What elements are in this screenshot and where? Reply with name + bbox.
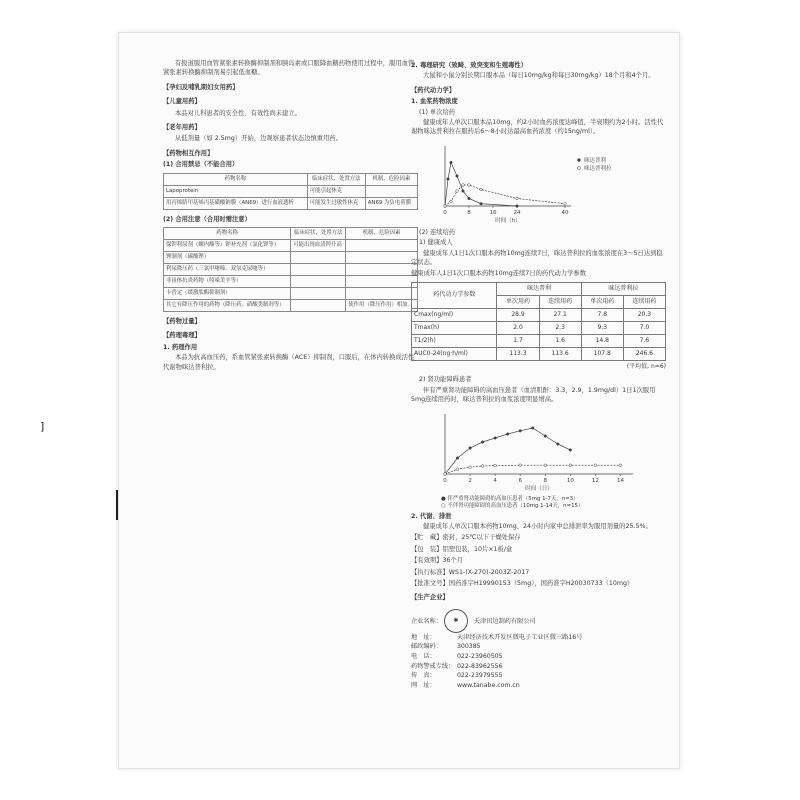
table-cell: AN69 为负电荷膜 (365, 197, 417, 209)
table-cell: 卡普定（缓激肽酶抑制剂） (164, 288, 291, 300)
overdose-heading: 【药物过量】 (163, 318, 201, 326)
table-row (164, 264, 418, 276)
table-cell (346, 252, 418, 264)
pk-renal-text: 伴有严重肾功能障碍的高血压患者（血清肌酐：3.3，2.9，1.9mg/dl）1日1次服用5mg连续用药时，咪达普利拉的血浆浓度明显增高。 (411, 386, 656, 404)
company-name-label: 企业名称： (411, 617, 442, 625)
data-point (519, 463, 522, 466)
chart-renal-svg (411, 408, 641, 492)
company-row (411, 671, 666, 681)
company-value: 022-23960505 (457, 652, 503, 660)
storage-label: 【贮 藏】 (411, 534, 443, 542)
approval-line (411, 579, 666, 588)
company-key: 药物警戒专线： (411, 662, 455, 670)
table-cell: 14.8 (581, 334, 623, 347)
legend-label: 咪达普利 (584, 157, 607, 164)
series-line (445, 185, 565, 206)
x-tick-label: 2 (468, 477, 472, 484)
x-tick-label: 14 (616, 477, 624, 484)
table-header: 机制、危险因素 (365, 173, 417, 185)
table-cell: 246.6 (623, 347, 665, 360)
pk-multi-label: (2) 连续给药 (419, 228, 456, 236)
table-cell: Tmax(h) (412, 321, 497, 334)
table-cell: Cmax(ng/ml) (412, 308, 497, 321)
table-header: 单次用药 (497, 295, 539, 308)
x-tick-label: 10 (566, 477, 574, 484)
legend-label: 不伴肾功能障碍的高血压患者（10mg 1-14天，n=15） (447, 502, 584, 509)
series-line (445, 162, 517, 206)
pk-multi-sub: 1) 健康成人 (419, 239, 453, 247)
table-cell (346, 240, 418, 252)
table-cell: 1.6 (539, 334, 581, 347)
table-row (412, 321, 666, 334)
table-header: 咪达普利 (497, 282, 581, 295)
left-column (163, 59, 418, 374)
table-cell: 28.9 (497, 308, 539, 321)
data-point (531, 426, 534, 429)
data-point (516, 197, 519, 200)
data-point (494, 464, 497, 467)
data-point (506, 432, 509, 435)
data-point (462, 184, 465, 187)
data-point (480, 188, 483, 191)
company-key: 网 址： (411, 681, 436, 689)
tox-sub: 2. 毒理研究（致畸、致突变和生殖毒性） (411, 62, 528, 69)
pharmacology-text: 本品为抗高血压药，系血管紧张素转换酶（ACE）抑制剂，口服后，在体内转换成活性代谢物咪达普利拉。 (163, 354, 415, 371)
chart2-legend-item: ○ 不伴肾功能障碍的高血压患者（10mg 1-14天，n=15） (441, 502, 584, 509)
company-logo-icon: ✱ (444, 609, 468, 633)
table-header: 机制、危险因素 (346, 228, 418, 240)
margin-bracket: ] (40, 420, 45, 433)
chart-renal (411, 408, 641, 492)
children-heading: 【儿童用药】 (163, 98, 201, 106)
x-tick-label: 24 (513, 209, 521, 216)
company-value: 天津经济技术开发区微电子工业区微三路16号 (457, 633, 583, 641)
children-text: 本品对儿科患者的安全性、有效性尚未建立。 (175, 109, 301, 117)
interactions-table1-title: (1) 合用禁忌（不能合用） (163, 161, 239, 169)
table-cell (365, 185, 417, 197)
tox-text: 大鼠和小鼠分别长期口服本品（每日10mg/kg和每日30mg/kg）18个月和4个月。 (423, 72, 655, 80)
pk-table-caption: 健康成年人1日1次口服本药物10mg连续7日的药代动力学参数 (411, 270, 586, 278)
interactions-table-contraindicated (163, 173, 418, 210)
data-point (557, 442, 560, 445)
elderly-heading: 【老年用药】 (163, 124, 201, 132)
table-row (164, 240, 418, 252)
data-point (468, 197, 471, 200)
elderly-text: 从低剂量（如 2.5mg）开始，边观察患者状态边慎重用药。 (175, 135, 342, 143)
manufacturer-heading: 【生产企业】 (411, 594, 449, 602)
table-cell: 用丙烯腈甲基烯丙基磺酸钠膜（AN69）进行血液透析 (164, 197, 308, 209)
metabolism-text: 健康成年人单次口服本药物10mg，24小时内家中总排泄率为服用剂量的25.5%。 (423, 522, 652, 530)
table-cell: Lapoprotein (164, 185, 308, 197)
data-point (462, 190, 465, 193)
legend-label: 咪达普利拉 (584, 165, 612, 172)
data-point (481, 440, 484, 443)
table-cell (346, 288, 418, 300)
table-row (164, 288, 418, 300)
company-value: 022-83962556 (457, 662, 503, 670)
table-row (412, 347, 666, 360)
table-row (164, 300, 418, 312)
interactions-heading: 【药物相互作用】 (163, 149, 214, 157)
table-row (164, 252, 418, 264)
interactions-table2-title: (2) 合用注意（合用时需注意） (163, 215, 251, 223)
table-cell (346, 264, 418, 276)
package-line (411, 545, 666, 554)
table-header: 单次用药 (581, 295, 623, 308)
table-cell: 107.8 (581, 347, 623, 360)
validity-label: 【有效期】 (411, 557, 443, 565)
table-header: 药物名称 (164, 173, 308, 185)
table-cell: 可能引起休克 (307, 185, 365, 197)
data-point (469, 446, 472, 449)
pregnancy-heading: 【孕妇及哺乳期妇女用药】 (163, 83, 239, 91)
pk-multi-text: 健康成年人1日1次口服本药物10mg连续7日，咪达普利拉的血浆浓度在3～5日达到稳定状态。 (411, 249, 663, 267)
chart-single-dose-svg (411, 140, 641, 224)
storage-value: 密封，25℃以下干燥处保存 (442, 534, 521, 542)
company-row (411, 633, 666, 643)
x-tick-label: 0 (443, 477, 447, 484)
company-value: www.tanabe.com.cn (457, 681, 520, 689)
table-cell: 锂制剂（碳酸锂） (164, 252, 291, 264)
table-cell (291, 300, 346, 312)
table-cell (291, 252, 346, 264)
legend-label: 伴严重肾功能障碍的高血压患者（5mg 1-7天，n=3） (447, 495, 579, 502)
standard-value: WS1-(X-270)-2003Z-2017 (448, 568, 530, 576)
table-cell: 利尿降压药（三氯甲噻嗪、双氢克尿噻等） (164, 264, 291, 276)
metabolism-sub: 2. 代谢、排泄 (411, 512, 452, 520)
chart-single-dose (411, 140, 641, 224)
table-header: 连续用药 (539, 295, 581, 308)
validity-value: 36个月 (442, 557, 464, 565)
table-header: 咪达普利拉 (581, 282, 665, 295)
intro-paragraph: 有报道服用血管紧张素转换酶抑制剂和胰岛素或口服降血糖药物使用过程中，服用血管紧张素转换酶抑制剂易引起低血糖。 (163, 60, 415, 77)
table-cell: 非甾体抗炎药物（吲哚美辛等） (164, 276, 291, 288)
pk-table (411, 282, 666, 361)
data-point (444, 472, 447, 475)
data-point (481, 464, 484, 467)
company-key: 地 址： (411, 633, 436, 641)
company-name: 天津田边制药有限公司 (473, 617, 536, 625)
x-axis-label: 时间（h） (495, 217, 521, 224)
pk-single-label: (1) 单次给药 (419, 108, 456, 116)
data-point (468, 184, 471, 187)
table-header: 临床症状、处置方法 (291, 228, 346, 240)
table-row (164, 276, 418, 288)
data-point (564, 202, 567, 205)
company-value: 022-23979555 (457, 672, 503, 680)
data-point (444, 205, 447, 208)
data-point (619, 463, 622, 466)
table-cell: 可能发生过敏性休克 (307, 197, 365, 209)
data-point (456, 467, 459, 470)
data-point (447, 178, 450, 181)
table-header: 药物名称 (164, 228, 291, 240)
pk-renal-sub: 2) 肾功能障碍患者 (419, 376, 472, 384)
manufacturer-block (411, 609, 666, 691)
table-cell: T1/2(h) (412, 334, 497, 347)
table-cell: 其它有降压作用的药物（降压药、硝酸类制剂等） (164, 300, 291, 312)
standard-label: 【执行标准】 (411, 568, 449, 576)
company-row (411, 642, 666, 652)
data-point (456, 190, 459, 193)
table-cell: AUC0-24(ng·h/ml) (412, 347, 497, 360)
company-key: 邮政编码： (411, 643, 442, 651)
table-cell: 20.3 (623, 308, 665, 321)
right-column (411, 59, 666, 690)
approval-label: 【批准文号】 (411, 579, 449, 587)
table-cell: 保钾利尿剂（螺内酯等）钾补充剂（氯化钾等） (164, 240, 291, 252)
table-row (164, 185, 418, 197)
table-cell (346, 276, 418, 288)
chart2-legend-item: ● 伴严重肾功能障碍的高血压患者（5mg 1-7天，n=3） (441, 495, 579, 502)
table-cell (291, 276, 346, 288)
company-key: 传 真： (411, 672, 436, 680)
x-tick-label: 8 (467, 209, 471, 216)
table-cell: 7.6 (623, 334, 665, 347)
data-point (569, 463, 572, 466)
table-cell: 113.3 (497, 347, 539, 360)
x-tick-label: 6 (518, 477, 522, 484)
interactions-table-caution (163, 227, 418, 312)
table-cell: 9.3 (581, 321, 623, 334)
table-cell (291, 288, 346, 300)
pk-table-note: (平均值, n=6) (626, 362, 666, 370)
company-row (411, 662, 666, 672)
legend-marker (578, 158, 581, 161)
data-point (450, 161, 453, 164)
data-point (519, 429, 522, 432)
pk-sub1: 1. 血浆药物浓度 (411, 98, 458, 106)
table-row (412, 334, 666, 347)
package-label: 【包 装】 (411, 545, 443, 553)
company-name-line (411, 609, 666, 633)
table-row (412, 308, 666, 321)
table-header: 临床症状、处置方法 (307, 173, 365, 185)
data-point (469, 465, 472, 468)
x-axis-label: 时间（日） (525, 485, 553, 492)
x-tick-label: 0 (443, 209, 447, 216)
data-point (494, 436, 497, 439)
pharmacology-heading: 【药理毒理】 (163, 332, 201, 340)
x-tick-label: 4 (493, 477, 497, 484)
company-value: 300385 (457, 643, 481, 651)
table-cell: 7.8 (581, 308, 623, 321)
table-cell: 可能出现血清钾升高 (291, 240, 346, 252)
data-point (456, 456, 459, 459)
table-cell: 27.1 (539, 308, 581, 321)
company-row (411, 652, 666, 662)
data-point (450, 200, 453, 203)
x-tick-label: 8 (543, 477, 548, 484)
table-cell: 2.0 (497, 321, 539, 334)
x-tick-label: 12 (591, 477, 599, 484)
data-point (516, 205, 519, 208)
company-row (411, 681, 666, 691)
table-cell: 使作用（降压作用）相加。 (346, 300, 418, 312)
x-tick-label: 40 (561, 209, 569, 216)
data-point (544, 434, 547, 437)
storage-line (411, 533, 666, 542)
table-cell: 2.3 (539, 321, 581, 334)
company-key: 电 话： (411, 652, 436, 660)
table-header: 药代动力学参数 (412, 282, 497, 308)
pk-heading: 【药代动力学】 (411, 86, 456, 94)
legend-marker (578, 166, 581, 169)
table-cell (291, 264, 346, 276)
data-point (544, 463, 547, 466)
table-cell: 7.0 (623, 321, 665, 334)
pk-single-text: 健康成年人单次口服本品10mg，约2小时血药浓度达峰值，半衰期约为2小时。活性代谢物咪达普利拉在服药后6～8小时达最高血药浓度（约15ng/ml）。 (411, 119, 664, 136)
table-cell: 113.6 (539, 347, 581, 360)
leaflet-sheet (118, 32, 680, 769)
approval-value: 国药准字H19990153（5mg），国药准字H20030733（10mg） (448, 579, 634, 587)
table-header: 连续用药 (623, 295, 665, 308)
standard-line (411, 568, 666, 577)
package-value: 铝塑包装，10片×1板/盒 (442, 545, 513, 553)
x-tick-label: 16 (489, 209, 497, 216)
table-cell: 1.7 (497, 334, 539, 347)
pharmacology-sub: 1. 药理作用 (163, 343, 198, 351)
data-point (569, 448, 572, 451)
validity-line (411, 556, 666, 565)
data-point (480, 202, 483, 205)
data-point (456, 175, 459, 178)
data-point (594, 463, 597, 466)
table-row (164, 197, 418, 209)
